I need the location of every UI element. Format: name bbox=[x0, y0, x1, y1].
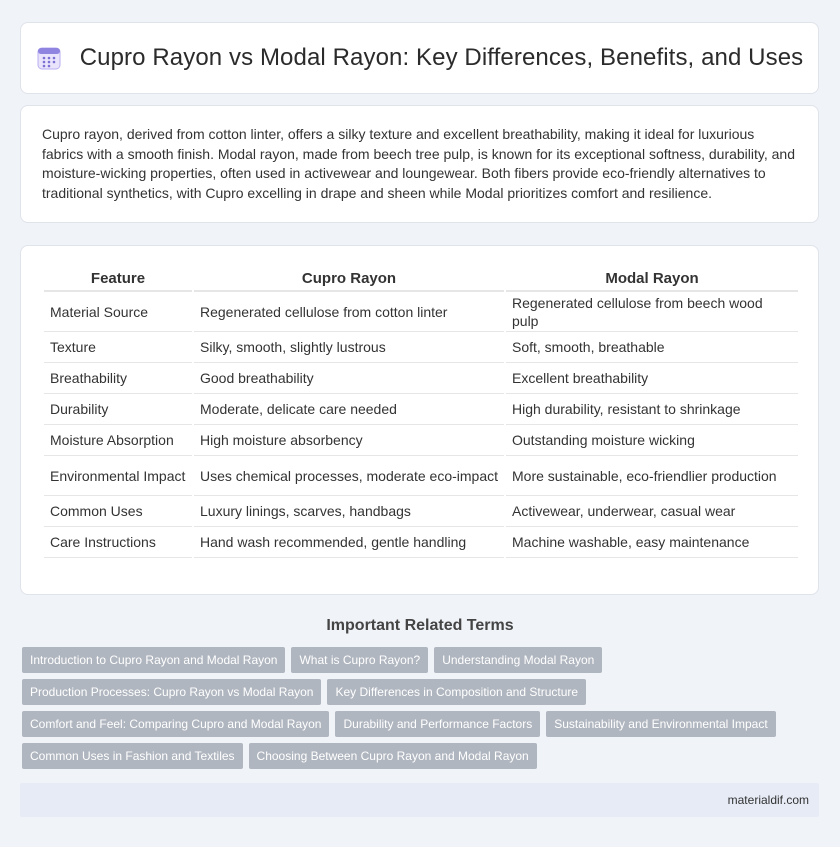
cell-feature: Care Instructions bbox=[44, 527, 192, 558]
cell-feature: Common Uses bbox=[44, 496, 192, 527]
related-term-link[interactable]: Understanding Modal Rayon bbox=[434, 647, 602, 673]
tag-row bbox=[22, 743, 812, 769]
cell-modal: Outstanding moisture wicking bbox=[506, 425, 798, 456]
cell-cupro: Luxury linings, scarves, handbags bbox=[194, 496, 504, 527]
cell-modal: Soft, smooth, breathable bbox=[506, 332, 798, 363]
cell-modal: More sustainable, eco-friendlier production bbox=[506, 456, 798, 496]
cell-feature: Texture bbox=[44, 332, 192, 363]
cell-cupro: Regenerated cellulose from cotton linter bbox=[194, 292, 504, 332]
page-title: Cupro Rayon vs Modal Rayon: Key Differences, Benefits, and Uses bbox=[79, 44, 804, 71]
related-term-link[interactable]: What is Cupro Rayon? bbox=[291, 647, 428, 673]
table-row bbox=[44, 363, 798, 394]
header-card bbox=[20, 22, 819, 94]
cell-cupro: Hand wash recommended, gentle handling bbox=[194, 527, 504, 558]
intro-paragraph: Cupro rayon, derived from cotton linter, offers a silky texture and excellent breathability, making it ideal for luxurious fabrics with a smooth finish. Modal rayon, made from beech tree pulp, is known for its exceptional softness, durability, and moisture-wicking properties, often used in activewear and loungewear. Both fibers provide eco-friendly alternatives to traditional synthetics, with Cupro excelling in drape and sheen while Modal prioritizes comfort and resilience. bbox=[42, 126, 795, 201]
table-row bbox=[44, 292, 798, 332]
related-terms-heading: Important Related Terms bbox=[326, 617, 514, 634]
table-row bbox=[44, 527, 798, 558]
related-term-link[interactable]: Production Processes: Cupro Rayon vs Modal Rayon bbox=[22, 679, 321, 705]
related-term-link[interactable]: Common Uses in Fashion and Textiles bbox=[22, 743, 243, 769]
cell-cupro: Silky, smooth, slightly lustrous bbox=[194, 332, 504, 363]
cell-cupro: Good breathability bbox=[194, 363, 504, 394]
table-row bbox=[44, 425, 798, 456]
cell-feature: Durability bbox=[44, 394, 192, 425]
table-row bbox=[44, 332, 798, 363]
table-header-row bbox=[44, 263, 798, 292]
related-term-link[interactable]: Introduction to Cupro Rayon and Modal Rayon bbox=[22, 647, 285, 673]
cell-cupro: High moisture absorbency bbox=[194, 425, 504, 456]
cell-cupro: Uses chemical processes, moderate eco-impact bbox=[194, 456, 504, 496]
cell-feature: Environmental Impact bbox=[44, 456, 192, 496]
related-term-link[interactable]: Key Differences in Composition and Structure bbox=[327, 679, 586, 705]
cell-modal: Activewear, underwear, casual wear bbox=[506, 496, 798, 527]
cell-modal: High durability, resistant to shrinkage bbox=[506, 394, 798, 425]
related-term-link[interactable]: Comfort and Feel: Comparing Cupro and Modal Rayon bbox=[22, 711, 329, 737]
cell-modal: Excellent breathability bbox=[506, 363, 798, 394]
tag-row bbox=[22, 711, 812, 737]
related-terms-list bbox=[22, 647, 812, 775]
footer bbox=[20, 783, 819, 817]
comparison-table bbox=[42, 263, 800, 558]
cell-feature: Material Source bbox=[44, 292, 192, 332]
related-term-link[interactable]: Durability and Performance Factors bbox=[335, 711, 540, 737]
cell-cupro: Moderate, delicate care needed bbox=[194, 394, 504, 425]
header-modal: Modal Rayon bbox=[506, 263, 798, 292]
cell-modal: Regenerated cellulose from beech wood pulp bbox=[506, 292, 798, 332]
footer-site-link[interactable]: materialdif.com bbox=[727, 793, 809, 807]
intro-card bbox=[20, 105, 819, 223]
table-row bbox=[44, 394, 798, 425]
cell-feature: Breathability bbox=[44, 363, 192, 394]
related-term-link[interactable]: Choosing Between Cupro Rayon and Modal Rayon bbox=[249, 743, 537, 769]
table-row bbox=[44, 456, 798, 496]
calendar-icon bbox=[36, 45, 62, 71]
cell-feature: Moisture Absorption bbox=[44, 425, 192, 456]
cell-modal: Machine washable, easy maintenance bbox=[506, 527, 798, 558]
related-term-link[interactable]: Sustainability and Environmental Impact bbox=[546, 711, 775, 737]
tag-row bbox=[22, 679, 812, 705]
header-cupro: Cupro Rayon bbox=[194, 263, 504, 292]
comparison-table-card bbox=[20, 245, 819, 595]
table-row bbox=[44, 496, 798, 527]
tag-row bbox=[22, 647, 812, 673]
header-feature: Feature bbox=[44, 263, 192, 292]
title-wrap bbox=[36, 44, 804, 72]
